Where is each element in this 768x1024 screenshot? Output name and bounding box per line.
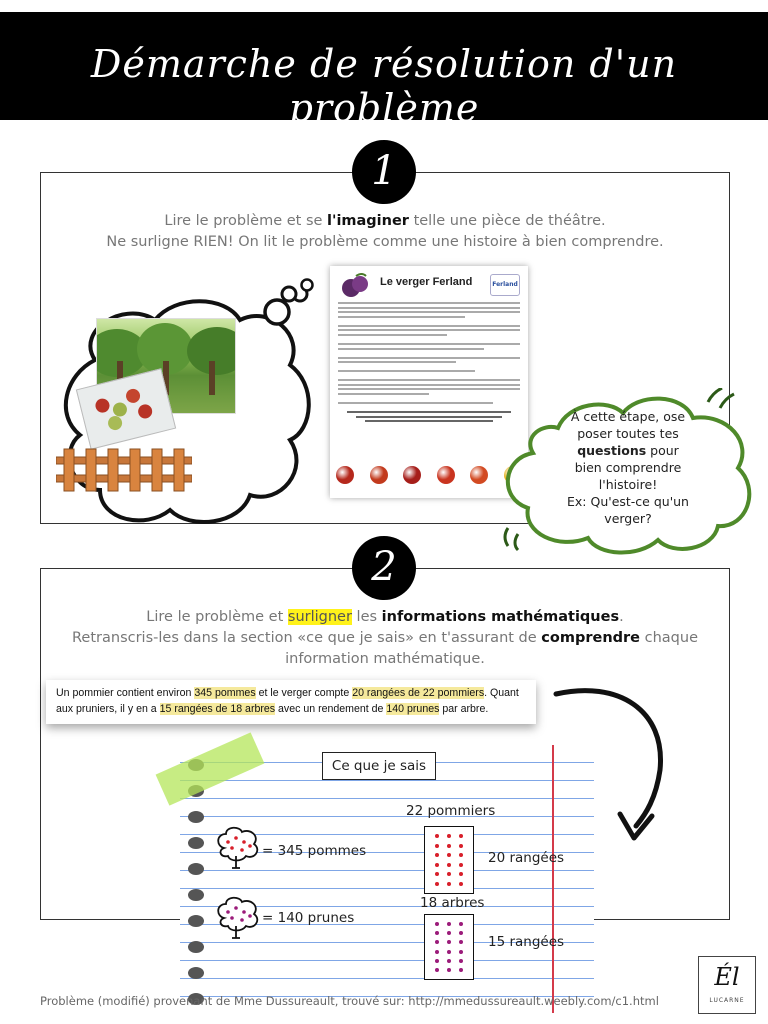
tree-dot <box>435 863 439 867</box>
apple-rows: 20 rangées <box>488 850 565 866</box>
excerpt-highlight: 15 rangées de 18 arbres <box>159 703 276 715</box>
step-1-line1-post: telle une pièce de théâtre. <box>408 213 606 229</box>
logo-subtitle: LUCARNE <box>709 997 745 1004</box>
tree-dot <box>447 853 451 857</box>
step-2-line2-post: chaque <box>640 630 698 646</box>
step-2-line1-mid: les <box>351 609 382 625</box>
notebook-ring-icon <box>188 889 204 901</box>
apple-variety-icon <box>370 466 388 484</box>
document-logo: Ferland <box>490 274 520 296</box>
step-1-line1-pre: Lire le problème et se <box>164 213 328 229</box>
cloud-line-6: Ex: Qu'est-ce qu'un <box>567 494 689 509</box>
tree-dot <box>459 940 463 944</box>
tree-dot <box>447 950 451 954</box>
tree-dot <box>435 931 439 935</box>
cloud-bold-word: questions <box>577 443 647 458</box>
tree-dot <box>447 931 451 935</box>
step-1-instructions <box>60 211 710 253</box>
excerpt-highlight: 345 pommes <box>194 687 256 699</box>
document-title: Le verger Ferland <box>380 276 473 288</box>
plum-tree-icon <box>214 896 262 940</box>
notebook-margin-line <box>552 745 554 1013</box>
notebook-ring-icon <box>188 941 204 953</box>
cloud-line-5: l'histoire! <box>598 477 658 492</box>
tree-dot <box>447 882 451 886</box>
tree-dot <box>447 922 451 926</box>
apple-orchard-array <box>424 826 474 894</box>
tree-dot <box>435 834 439 838</box>
plum-orchard-array <box>424 914 474 980</box>
tree-dot <box>459 922 463 926</box>
tree-dot <box>459 959 463 963</box>
thought-bubble-icon <box>280 276 316 304</box>
tree-dot <box>459 950 463 954</box>
tree-dot <box>459 853 463 857</box>
tree-dot <box>447 834 451 838</box>
tree-dot <box>447 940 451 944</box>
problem-excerpt <box>46 680 536 724</box>
apple-variety-icon <box>403 466 421 484</box>
tree-dot <box>459 968 463 972</box>
tree-dot <box>447 968 451 972</box>
cloud-line-7: verger? <box>604 511 652 526</box>
excerpt-text: par arbre. <box>439 703 489 715</box>
tree-dot <box>459 834 463 838</box>
tree-dot <box>447 959 451 963</box>
apple-variety-icon <box>437 466 455 484</box>
tree-dot <box>459 844 463 848</box>
cloud-line-2: poser toutes tes <box>577 426 679 441</box>
notebook-page <box>180 745 594 1013</box>
excerpt-text: Un pommier contient environ <box>56 687 195 699</box>
tree-dot <box>435 853 439 857</box>
header-banner <box>0 12 768 130</box>
notebook-ring-icon <box>188 837 204 849</box>
plum-trees-per-row: 18 arbres <box>420 895 485 911</box>
document-text-lines <box>338 302 520 425</box>
notebook-ring-icon <box>188 811 204 823</box>
step-2-highlight-word: surligner <box>287 609 352 625</box>
page-title: Démarche de résolution d'un problème <box>90 42 678 130</box>
tree-dot <box>447 863 451 867</box>
plum-icon <box>340 272 370 298</box>
tree-dot <box>435 940 439 944</box>
excerpt-text: et le verger compte <box>255 687 353 699</box>
question-cloud-text <box>548 408 708 527</box>
tree-dot <box>447 872 451 876</box>
cloud-line-1: À cette étape, ose <box>570 409 686 424</box>
tree-dot <box>447 844 451 848</box>
source-credit: Problème (modifié) provenant de Mme Dussureault, trouvé sur: http://mmedussureault.weebly.com/c1.html <box>40 994 659 1008</box>
notebook-ring-icon <box>188 967 204 979</box>
step-2-instructions <box>60 607 710 670</box>
apple-variety-icon <box>336 466 354 484</box>
step-2-line1-emphasis: informations mathématiques <box>381 609 620 625</box>
step-1-line1-emphasis: l'imaginer <box>327 213 409 229</box>
apple-tree-icon <box>214 826 262 870</box>
tree-dot <box>435 872 439 876</box>
document-apple-varieties <box>336 466 522 494</box>
tree-dot <box>435 950 439 954</box>
apple-variety-icon <box>470 466 488 484</box>
notebook-ring-icon <box>188 915 204 927</box>
tree-dot <box>435 968 439 972</box>
excerpt-text: aux pruniers, il y en a <box>56 703 160 715</box>
cloud-line-4: bien comprendre <box>574 460 682 475</box>
notebook-ring-icon <box>188 863 204 875</box>
tree-dot <box>435 922 439 926</box>
plum-rows: 15 rangées <box>488 934 565 950</box>
logo-mark: Él <box>714 963 740 991</box>
step-1-line2: Ne surligne RIEN! On lit le problème comme une histoire à bien comprendre. <box>106 234 664 250</box>
step-2-badge: 2 <box>352 536 416 600</box>
tree-dot <box>435 844 439 848</box>
excerpt-text: . Quant <box>484 687 519 699</box>
plums-per-tree: = 140 prunes <box>262 910 355 926</box>
tree-dot <box>435 959 439 963</box>
step-2-line2-emphasis: comprendre <box>541 630 641 646</box>
tree-dot <box>459 931 463 935</box>
step-2-line1-post: . <box>619 609 624 625</box>
excerpt-highlight: 140 prunes <box>386 703 440 715</box>
cloud-line-3: pour <box>646 443 679 458</box>
tree-dot <box>459 863 463 867</box>
apples-per-tree: = 345 pommes <box>262 843 367 859</box>
tree-dot <box>435 882 439 886</box>
apple-trees-per-row: 22 pommiers <box>406 803 496 819</box>
excerpt-text: avec un rendement de <box>275 703 387 715</box>
tree-dot <box>459 882 463 886</box>
fence-icon <box>56 445 192 493</box>
tree-dot <box>459 872 463 876</box>
author-logo <box>698 956 756 1014</box>
notebook-section-title: Ce que je sais <box>322 752 436 780</box>
step-2-line2-pre: Retranscris-les dans la section «ce que je sais» en t'assurant de <box>72 630 542 646</box>
step-1-badge: 1 <box>352 140 416 204</box>
excerpt-highlight: 20 rangées de 22 pommiers <box>352 687 485 699</box>
step-2-line3: information mathématique. <box>285 651 485 667</box>
step-2-line1-pre: Lire le problème et <box>146 609 288 625</box>
